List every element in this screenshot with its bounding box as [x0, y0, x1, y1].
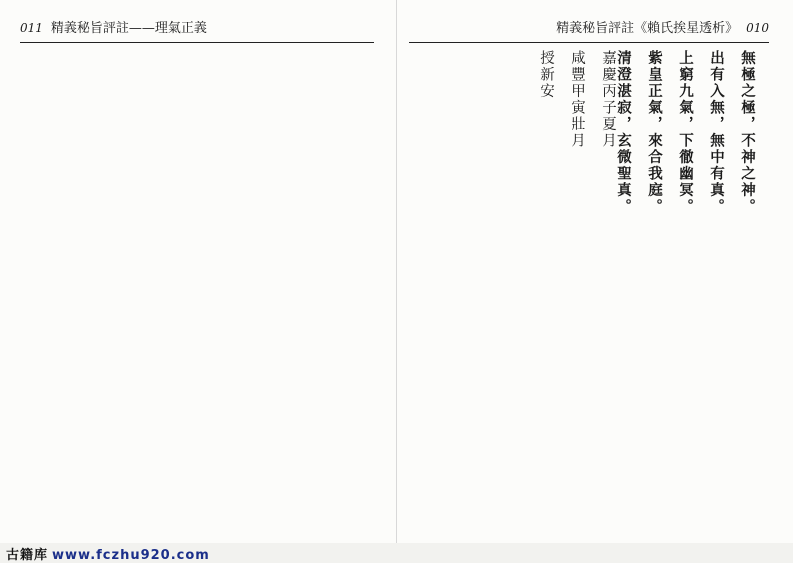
right-page-header: [497, 14, 769, 42]
verse-line: 上窮九氣，下徹幽冥。: [677, 50, 694, 215]
colophon-line: 咸豐甲寅壯月: [569, 50, 585, 149]
site-url[interactable]: www.fczhu920.com: [52, 547, 210, 563]
right-page: [397, 0, 793, 543]
site-logo[interactable]: [6, 544, 210, 563]
verse-line: 紫皇正氣，來合我庭。: [646, 50, 663, 215]
colophon-line: 授新安: [538, 50, 554, 100]
left-page: [0, 0, 396, 543]
colophon-block: [530, 50, 623, 380]
colophon-line: 嘉慶丙子夏月: [600, 50, 616, 149]
left-page-running-title: 精義秘旨評註——理氣正義: [50, 20, 207, 36]
site-name: 古籍库: [6, 547, 49, 563]
right-header-rule: [409, 42, 769, 43]
right-page-running-title: 精義秘旨評註《賴氏挨星透析》: [556, 20, 739, 36]
right-page-number: 010: [746, 21, 769, 35]
watermark-bar: [0, 543, 793, 563]
verse-block: [608, 50, 763, 470]
verse-line: 出有入無，無中有真。: [708, 50, 725, 215]
left-page-header: [20, 14, 374, 42]
verse-line: 清澄湛寂，玄微聖真。: [615, 50, 632, 215]
verse-line: 無極之極，不神之神。: [739, 50, 756, 215]
left-header-rule: [20, 42, 374, 43]
left-page-number: 011: [20, 21, 43, 35]
